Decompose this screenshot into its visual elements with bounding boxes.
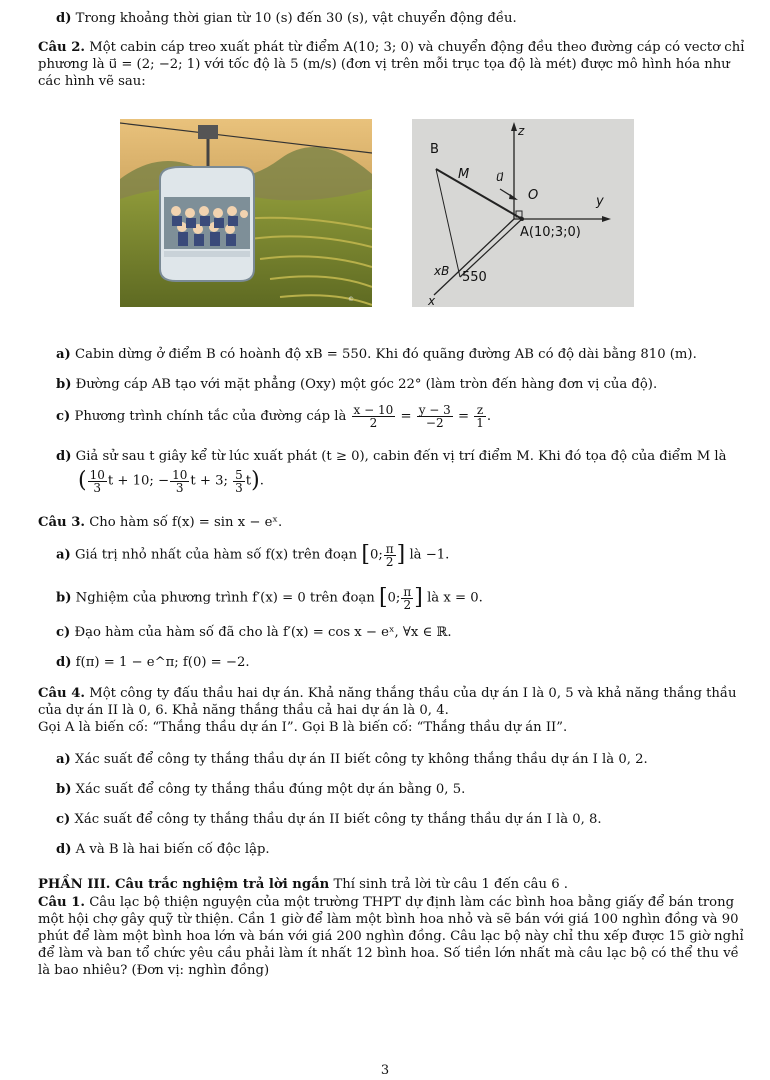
- label-O: O: [528, 188, 539, 203]
- label-y: y: [596, 194, 604, 209]
- page-number: 3: [380, 1063, 390, 1078]
- p3q1-line2: một hội chợ gây quỹ từ thiện. Cần 1 giờ để làm một bình hoa nhỏ và sẽ bán với giá 100 nghìn đồng và 90: [38, 912, 739, 927]
- cable-car-photo: [120, 119, 372, 307]
- label-M: M: [458, 167, 470, 182]
- q3-stem: Câu 3. Cho hàm số f(x) = sin x − eˣ.: [38, 515, 283, 530]
- q4-option-a: a) Xác suất để công ty thắng thầu dự án II biết công ty không thắng thầu dự án I là 0, 2.: [56, 752, 648, 767]
- q4-stem-line3: Gọi A là biến cố: “Thắng thầu dự án I”. Gọi B là biến cố: “Thắng thầu dự án II”.: [38, 720, 568, 735]
- label-B: B: [430, 142, 439, 157]
- q2-stem-line1: Câu 2. Một cabin cáp treo xuất phát từ điểm A(10; 3; 0) và chuyển động đều theo đường cáp có vectơ chỉ: [38, 40, 745, 55]
- label-550: 550: [462, 270, 487, 285]
- q4-option-b: b) Xác suất để công ty thắng thầu đúng một dự án bằng 0, 5.: [56, 782, 466, 797]
- q2-stem-line3: các hình vẽ sau:: [38, 74, 146, 89]
- q2-option-a: a) Cabin dừng ở điểm B có hoành độ xB = 550. Khi đó quãng đường AB có độ dài bằng 810 (m).: [56, 347, 697, 362]
- q4-option-d: d) A và B là hai biến cố độc lập.: [56, 842, 270, 857]
- q4-stem-line2: của dự án II là 0, 6. Khả năng thắng thầu cả hai dự án là 0, 4.: [38, 703, 449, 718]
- label-z: z: [518, 124, 525, 138]
- p3q1-line4: để làm và ban tổ chức yêu cầu phải làm ít nhất 12 bình hoa. Số tiền lớn nhất mà câu lạc bộ có thể thu về: [38, 946, 739, 961]
- label-xB: xB: [434, 264, 450, 278]
- p3q1-line5: là bao nhiêu? (Đơn vị: nghìn đồng): [38, 963, 270, 978]
- q3-option-b: b) Nghiệm của phương trình f′(x) = 0 trên đoạn [0; $\frac{\pi}{2}$ ] là x = 0.: [56, 584, 483, 612]
- q3-option-a: a) Giá trị nhỏ nhất của hàm số f(x) trên đoạn [0; $\frac{\pi}{2}$ ] là −1.: [56, 541, 450, 569]
- p3q1-line3: phút để làm một bình hoa lớn và bán với giá 200 nghìn đồng. Câu lạc bộ này chỉ thu xếp được 15 giờ nghỉ: [38, 929, 744, 944]
- q2-stem-line2: phương là u⃗ = (2; −2; 1) với tốc độ là 5 (m/s) (đơn vị trên mỗi trục tọa độ là mét) được mô hình hóa như: [38, 57, 730, 72]
- q1-option-d: d) Trong khoảng thời gian từ 10 (s) đến 30 (s), vật chuyển động đều.: [56, 11, 517, 26]
- q2-option-b: b) Đường cáp AB tạo với mặt phẳng (Oxy) một góc 22° (làm tròn đến hàng đơn vị của độ).: [56, 377, 658, 392]
- q2-option-d-line2: ( $\frac{10}{3}$ t + 10; − $\frac{10}{3}$ t + 3; $\frac{5}{3}$ t).: [78, 467, 264, 495]
- p3q1-line1: Câu 1. Câu lạc bộ thiện nguyện của một trường THPT dự định làm các bình hoa bằng giấy để bán trong: [38, 895, 735, 910]
- q3-option-c: c) Đạo hàm của hàm số đã cho là f′(x) = cos x − eˣ, ∀x ∈ ℝ.: [56, 625, 452, 640]
- label-u: u⃗: [496, 170, 504, 184]
- label-x: x: [428, 294, 436, 307]
- part3-heading: PHẦN III. Câu trắc nghiệm trả lời ngắn Thí sinh trả lời từ câu 1 đến câu 6 .: [38, 877, 568, 892]
- q4-option-c: c) Xác suất để công ty thắng thầu dự án II biết công ty thắng thầu dự án I là 0, 8.: [56, 812, 602, 827]
- q3-option-d: d) f(π) = 1 − e^π; f(0) = −2.: [56, 655, 250, 670]
- svg-text:©: ©: [348, 296, 354, 303]
- q2-option-c: c) Phương trình chính tắc của đường cáp là $\frac{x - 10}{2}$ = $\frac{y - 3}{-2}$ = $\frac{z}{1}$ .: [56, 403, 492, 430]
- q4-stem-line1: Câu 4. Một công ty đấu thầu hai dự án. Khả năng thắng thầu của dự án I là 0, 5 và khả năng thắng thầu: [38, 686, 737, 701]
- coordinate-diagram: [412, 119, 634, 307]
- q2-option-d-line1: d) Giả sử sau t giây kể từ lúc xuất phát (t ≥ 0), cabin đến vị trí điểm M. Khi đó tọa độ của điểm M là: [56, 449, 727, 464]
- label-A: A(10;3;0): [520, 225, 581, 240]
